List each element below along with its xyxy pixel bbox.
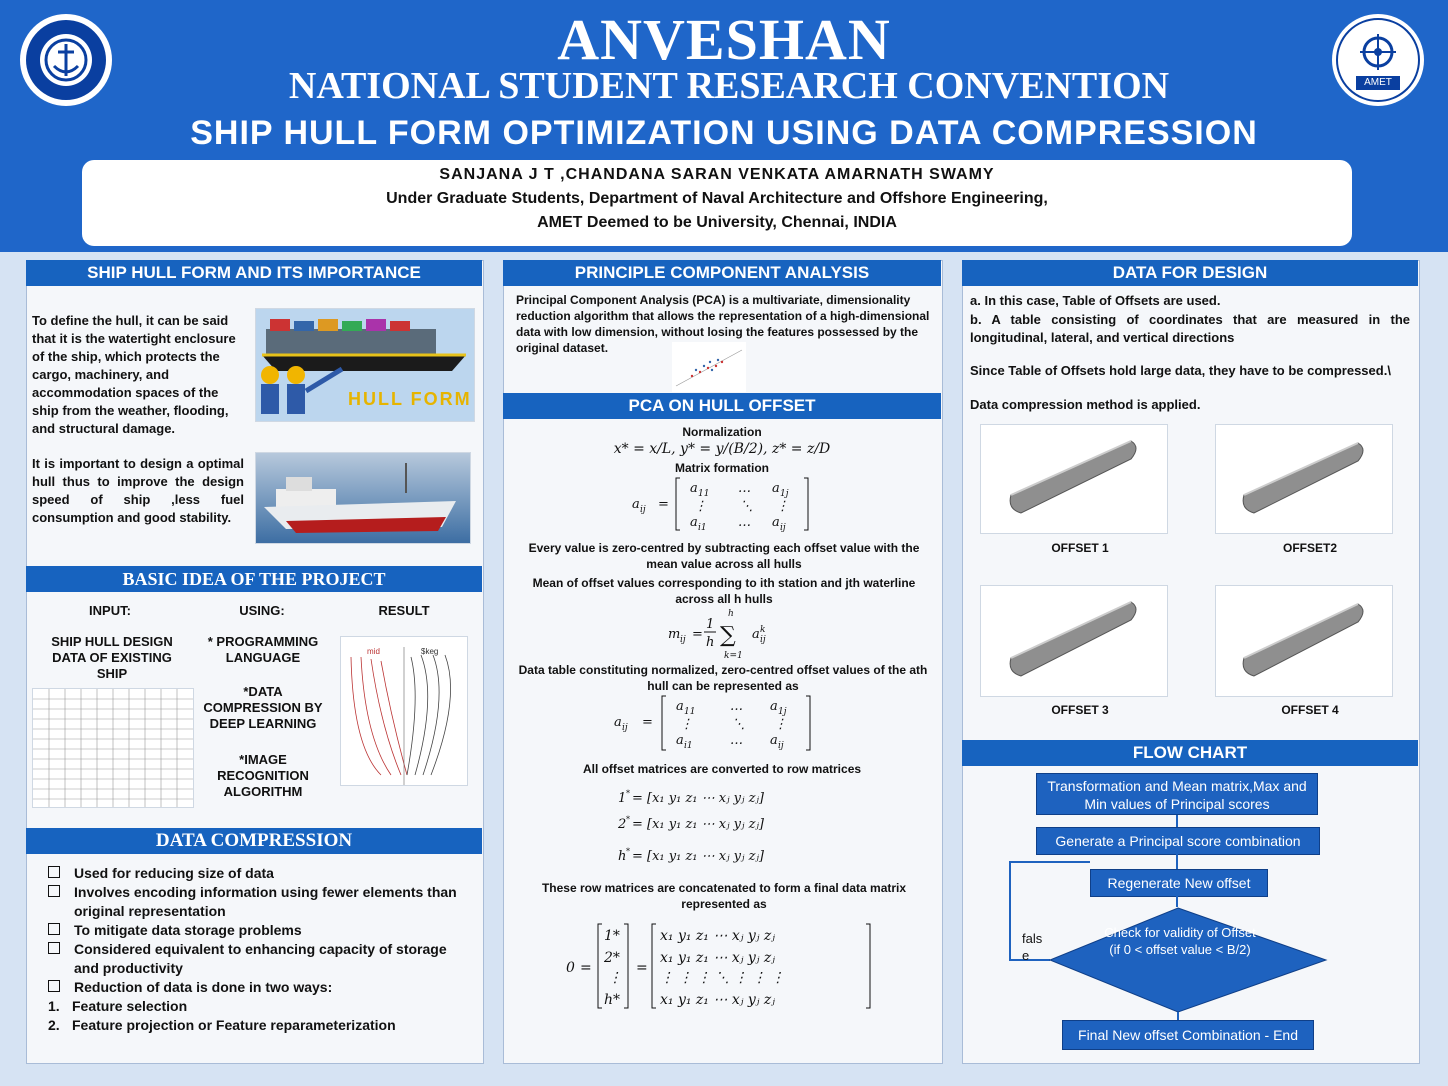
pca-heading: PRINCIPLE COMPONENT ANALYSIS xyxy=(503,260,941,286)
svg-text:⋮ ⋮ ⋮ ⋱ ⋮ ⋮ ⋮: ⋮ ⋮ ⋮ ⋱ ⋮ ⋮ ⋮ xyxy=(660,970,785,986)
svg-text:1j: 1j xyxy=(780,489,789,499)
table-text: Data table constituting normalized, zero-centred offset values of the ath hull can be represented as xyxy=(518,663,928,693)
compression-bullet: Reduction of data is done in two ways: xyxy=(34,978,474,997)
svg-text:…: … xyxy=(730,733,743,748)
offset-4-label: OFFSET 4 xyxy=(1281,703,1339,717)
svg-text:= [x₁ y₁ z₁ ⋯ xⱼ yⱼ zⱼ]: = [x₁ y₁ z₁ ⋯ xⱼ yⱼ zⱼ] xyxy=(632,791,764,806)
mean-equation xyxy=(662,606,782,662)
offset-2-image xyxy=(1215,424,1393,534)
matrix-formation-label: Matrix formation xyxy=(674,461,769,475)
compression-bullet: Used for reducing size of data xyxy=(34,864,474,883)
design-note-1: Since Table of Offsets hold large data, they have to be compressed.\ xyxy=(970,363,1391,378)
normalization-label: Normalization xyxy=(682,425,762,439)
design-heading: DATA FOR DESIGN xyxy=(962,260,1418,286)
body-plan-image xyxy=(340,636,468,786)
amet-ribbon: AMET xyxy=(1356,76,1400,90)
svg-text:= [x₁ y₁ z₁ ⋯ xⱼ yⱼ zⱼ]: = [x₁ y₁ z₁ ⋯ xⱼ yⱼ zⱼ] xyxy=(632,817,764,832)
svg-text:2*: 2* xyxy=(604,950,620,966)
svg-text:ij: ij xyxy=(780,523,786,533)
result-heading: RESULT xyxy=(378,603,430,618)
svg-text:1: 1 xyxy=(706,617,715,632)
compression-bullet: To mitigate data storage problems xyxy=(34,921,474,940)
hull-para1: To define the hull, it can be said that it is the watertight enclosure of the ship, which protects the cargo, machinery, and accommodation spaces of the ship from the weather, flooding, and structural damage. xyxy=(32,313,236,436)
design-note-2: Data compression method is applied. xyxy=(970,397,1201,412)
using-item-2: *DATA COMPRESSION BY DEEP LEARNING xyxy=(203,684,323,731)
university: AMET Deemed to be University, Chennai, INDIA xyxy=(537,214,897,231)
flow-false-label: fals e xyxy=(1022,931,1043,963)
svg-text:…: … xyxy=(730,699,743,714)
ath-hull-matrix xyxy=(610,694,830,752)
svg-text:ij: ij xyxy=(760,635,766,645)
legend-keg: $keg xyxy=(421,647,439,656)
ship-photo xyxy=(255,452,471,544)
svg-text:⋮: ⋮ xyxy=(680,717,693,732)
normalization-equation: x* = x/L, y* = y/(B/2), z* = z/D xyxy=(613,441,831,457)
compression-bullet: Involves encoding information using fewer elements than original representation xyxy=(34,883,474,921)
svg-text:*: * xyxy=(626,815,630,824)
svg-text:⋮: ⋮ xyxy=(608,970,622,986)
compression-bullets xyxy=(34,864,474,1035)
svg-text:1j: 1j xyxy=(778,707,787,717)
pca-scatter-plot xyxy=(672,342,746,392)
compression-bullet: Considered equivalent to enhancing capacity of storage and productivity xyxy=(34,940,474,978)
svg-text:*: * xyxy=(626,789,630,798)
row-matrices xyxy=(612,784,832,870)
svg-text:1: 1 xyxy=(618,791,627,806)
flow-step-end: Final New offset Combination - End xyxy=(1062,1020,1314,1050)
svg-text:k=1: k=1 xyxy=(724,651,743,661)
svg-text:a: a xyxy=(752,627,760,642)
svg-text:∑: ∑ xyxy=(720,623,736,648)
svg-text:h: h xyxy=(728,609,734,619)
offset-2-label: OFFSET2 xyxy=(1282,541,1337,555)
svg-text:11: 11 xyxy=(684,707,696,717)
svg-text:a: a xyxy=(772,515,780,530)
svg-text:h: h xyxy=(706,635,715,650)
zero-centred-text: Every value is zero-centred by subtracting each offset value with the mean value across all hulls xyxy=(528,541,920,571)
svg-text:=: = xyxy=(658,497,669,512)
svg-text:x₁ y₁ z₁ ⋯ xⱼ yⱼ zⱼ: x₁ y₁ z₁ ⋯ xⱼ yⱼ zⱼ xyxy=(660,950,775,966)
svg-text:…: … xyxy=(738,481,751,496)
input-heading: INPUT: xyxy=(89,603,131,618)
svg-text:0: 0 xyxy=(566,960,575,976)
svg-text:ij: ij xyxy=(622,723,628,733)
flow-decision-text: Check for validity of Offset (if 0 < offset value < B/2) xyxy=(1104,925,1256,957)
svg-text:11: 11 xyxy=(698,489,710,499)
legend-mid: mid xyxy=(367,647,380,656)
svg-text:a: a xyxy=(676,699,684,714)
svg-text:=: = xyxy=(636,960,648,976)
flow-arrow xyxy=(1176,815,1178,827)
affiliation: Under Graduate Students, Department of Naval Architecture and Offshore Engineering, xyxy=(386,190,1048,207)
svg-text:a: a xyxy=(676,733,684,748)
svg-text:⋮: ⋮ xyxy=(774,717,787,732)
svg-text:⋱: ⋱ xyxy=(732,717,745,732)
svg-text:=: = xyxy=(692,627,703,642)
design-line-a: a. In this case, Table of Offsets are used. xyxy=(970,293,1221,308)
svg-text:1*: 1* xyxy=(604,928,620,944)
offset-1-image xyxy=(980,424,1168,534)
using-item-3: *IMAGE RECOGNITION ALGORITHM xyxy=(217,752,309,799)
mean-text: Mean of offset values corresponding to ith station and jth waterline across all h hulls xyxy=(532,576,916,606)
convention-subtitle: NATIONAL STUDENT RESEARCH CONVENTION xyxy=(288,65,1170,107)
svg-text:=: = xyxy=(580,960,592,976)
project-title: SHIP HULL FORM OPTIMIZATION USING DATA COMPRESSION xyxy=(190,114,1258,152)
svg-text:i1: i1 xyxy=(684,741,693,751)
svg-text:a: a xyxy=(632,497,640,512)
hull-heading: SHIP HULL FORM AND ITS IMPORTANCE xyxy=(26,260,482,286)
svg-text:2: 2 xyxy=(618,817,627,832)
using-heading: USING: xyxy=(239,603,285,618)
svg-text:= [x₁ y₁ z₁ ⋯ xⱼ yⱼ zⱼ]: = [x₁ y₁ z₁ ⋯ xⱼ yⱼ zⱼ] xyxy=(632,849,764,864)
svg-text:⋱: ⋱ xyxy=(740,499,753,514)
svg-text:a: a xyxy=(690,481,698,496)
svg-text:*: * xyxy=(626,847,630,856)
hull-form-label: HULL FORM xyxy=(348,389,472,409)
hull-form-image xyxy=(255,308,475,422)
offset-3-label: OFFSET 3 xyxy=(1051,703,1109,717)
svg-text:ij: ij xyxy=(680,635,686,645)
svg-text:i1: i1 xyxy=(698,523,707,533)
svg-text:k: k xyxy=(760,625,766,635)
svg-text:h*: h* xyxy=(604,992,621,1008)
concat-text: These row matrices are concatenated to form a final data matrix represented as xyxy=(541,881,907,911)
svg-text:ij: ij xyxy=(778,741,784,751)
author-names: SANJANA J T ,CHANDANA SARAN VENKATA AMARNATH SWAMY xyxy=(439,166,995,183)
flow-chart-heading: FLOW CHART xyxy=(962,740,1418,766)
svg-text:=: = xyxy=(642,715,653,730)
offset-1-label: OFFSET 1 xyxy=(1051,541,1109,555)
svg-text:…: … xyxy=(738,515,751,530)
svg-text:⋮: ⋮ xyxy=(776,499,789,514)
pca-offset-heading: PCA ON HULL OFFSET xyxy=(503,393,941,419)
flow-step-transform: Transformation and Mean matrix,Max and Min values of Principal scores xyxy=(1036,773,1318,815)
compression-numbered: 2. Feature projection or Feature reparameterization xyxy=(48,1017,396,1033)
svg-text:m: m xyxy=(668,627,681,642)
using-item-1: * PROGRAMMING LANGUAGE xyxy=(207,634,319,665)
svg-text:x₁ y₁ z₁ ⋯ xⱼ yⱼ zⱼ: x₁ y₁ z₁ ⋯ xⱼ yⱼ zⱼ xyxy=(660,992,775,1008)
authors-box xyxy=(82,160,1352,246)
final-data-matrix xyxy=(562,920,882,1012)
svg-text:a: a xyxy=(614,715,622,730)
svg-text:ij: ij xyxy=(640,505,646,515)
offset-3-image xyxy=(980,585,1168,697)
svg-text:a: a xyxy=(770,733,778,748)
offset-table-image xyxy=(32,688,194,808)
compression-numbered: 1. Feature selection xyxy=(48,998,188,1014)
offset-4-image xyxy=(1215,585,1393,697)
design-line-b: b. A table consisting of coordinates that are measured in the longitudinal, lateral, and vertical directions xyxy=(970,312,1410,345)
convention-title: ANVESHAN xyxy=(557,7,891,72)
flow-step-regenerate: Regenerate New offset xyxy=(1090,869,1268,897)
basic-idea-heading: BASIC IDEA OF THE PROJECT xyxy=(26,566,482,592)
hull-para2: It is important to design a optimal hull thus to improve the design speed of ship ,less fuel consumption and good stability. xyxy=(32,456,244,525)
svg-text:a: a xyxy=(770,699,778,714)
svg-text:a: a xyxy=(690,515,698,530)
svg-text:a: a xyxy=(772,481,780,496)
svg-text:x₁ y₁ z₁ ⋯ xⱼ yⱼ zⱼ: x₁ y₁ z₁ ⋯ xⱼ yⱼ zⱼ xyxy=(660,928,775,944)
data-compression-heading: DATA COMPRESSION xyxy=(26,828,482,854)
pca-text: Principal Component Analysis (PCA) is a multivariate, dimensionality reduction algorithm that allows the representation of a high-dimensional data with low dimension, without losing the features possessed by the original dataset. xyxy=(516,293,930,355)
row-matrix-text: All offset matrices are converted to row matrices xyxy=(582,762,862,776)
offset-matrix-equation xyxy=(628,474,828,534)
svg-text:⋮: ⋮ xyxy=(694,499,707,514)
flow-step-generate: Generate a Principal score combination xyxy=(1036,827,1320,855)
input-text: SHIP HULL DESIGN DATA OF EXISTING SHIP xyxy=(51,634,173,681)
svg-text:h: h xyxy=(618,849,627,864)
